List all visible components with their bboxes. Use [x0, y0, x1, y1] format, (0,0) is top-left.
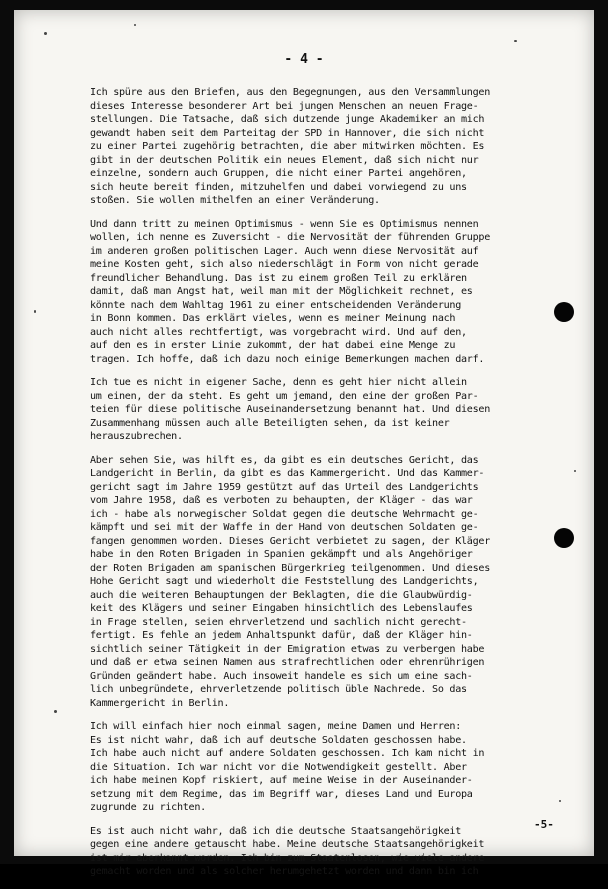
text-line: Und dann tritt zu meinen Optimismus - wenn Sie es Optimismus nennen — [90, 218, 479, 230]
scan-speck — [514, 40, 517, 42]
text-line: Gründen geändert habe. Auch insoweit handele es sich um eine sach- — [90, 670, 473, 682]
text-line: Zusammenhang müssen auch alle Beteiligten sehen, da ist keiner — [90, 417, 450, 429]
text-line: zugrunde zu richten. — [90, 802, 206, 813]
text-line: Ich habe auch nicht auf andere Soldaten geschossen. Ich kam nicht in — [90, 748, 485, 759]
text-line: lich unbegründete, ehrverletzende politisch üble Nachrede. So das — [90, 684, 467, 695]
text-line: damit, daß man Angst hat, weil man mit der Möglichkeit rechnet, es — [90, 286, 473, 297]
text-line: setzung mit dem Regime, das im Begriff war, dieses Land und Europa — [90, 788, 473, 800]
text-line: meine Kosten geht, sich also niederschlägt in Form von nicht gerade — [90, 259, 479, 270]
text-line: herauszubrechen. — [90, 431, 183, 442]
punch-hole-bottom — [554, 528, 574, 548]
page-number: - 4 - — [284, 52, 324, 67]
text-line: Aber sehen Sie, was hilft es, da gibt es ein deutsches Gericht, das — [90, 454, 479, 466]
text-line: Es ist auch nicht wahr, daß ich die deutsche Staatsangehörigkeit — [90, 825, 462, 837]
text-line: Ich spüre aus den Briefen, aus den Begegnungen, aus den Versammlungen — [90, 87, 490, 98]
text-line: gemacht worden und als solcher herumgehetzt worden und dann bin ich — [90, 866, 479, 877]
scan-speck — [134, 24, 136, 26]
text-line: Landgericht in Berlin, da gibt es das Kammergericht. Und das Kammer- — [90, 468, 485, 479]
text-line: gibt in der deutschen Politik ein neues Element, daß sich nicht nur — [90, 154, 479, 166]
text-line: Ich will einfach hier noch einmal sagen, meine Damen und Herren: — [90, 721, 462, 732]
text-line: auch nicht alles rechtfertigt, was vorgebracht wird. Und auf den, — [90, 326, 467, 338]
text-line: in Frage stellen, seien ehrverletzend und sachlich nicht gerecht- — [90, 616, 467, 628]
text-line: gewandt haben seit dem Parteitag der SPD in Hannover, die sich nicht — [90, 127, 485, 139]
text-line: habe in den Roten Brigaden in Spanien gekämpft und als Angehöriger — [90, 549, 473, 560]
text-line: dieses Interesse besonderer Art bei jungen Menschen an neuen Frage- — [90, 100, 479, 112]
text-line: Ich tue es nicht in eigener Sache, denn es geht hier nicht allein — [90, 377, 467, 388]
paragraph — [90, 825, 572, 879]
text-line: sichtlich seiner Tätigkeit in der Emigration etwas zu verbergen habe — [90, 643, 485, 655]
text-line: Es ist nicht wahr, daß ich auf deutsche Soldaten geschossen habe. — [90, 734, 467, 746]
text-line: tragen. Ich hoffe, daß ich dazu noch einige Bemerkungen machen darf. — [90, 353, 485, 365]
text-line: einzelne, sondern auch Gruppen, die nicht einer Partei angehören, — [90, 168, 467, 179]
punch-hole-top — [554, 302, 574, 322]
text-line: stoßen. Sie wollen mithelfen an einer Veränderung. — [90, 195, 380, 206]
text-line: gegen eine andere getauscht habe. Meine deutsche Staatsangehörigkeit — [90, 839, 485, 850]
text-line: stellungen. Die Tatsache, daß sich dutzende junge Akademiker an mich — [90, 114, 485, 125]
scan-speck — [54, 710, 57, 713]
next-page-marker: -5- — [534, 818, 554, 831]
text-line: auch die weiteren Behauptungen der Beklagten, die die Glaubwürdig- — [90, 589, 473, 601]
text-line: kämpft und sei mit der Waffe in der Hand von deutschen Soldaten ge- — [90, 522, 479, 533]
paragraph — [90, 454, 572, 711]
text-line: könnte nach dem Wahltag 1961 zu einer entscheidenden Veränderung — [90, 299, 462, 311]
text-line: Hohe Gericht sagt und wiederholt die Feststellung des Landgerichts, — [90, 576, 479, 587]
page-body — [90, 86, 572, 889]
text-line: vom Jahre 1958, daß es verboten zu behaupten, der Kläger - das war — [90, 495, 473, 506]
paragraph — [90, 720, 572, 815]
text-line: fangen genommen worden. Dieses Gericht verbietet zu sagen, der Kläger — [90, 535, 490, 547]
text-line: ich - habe als norwegischer Soldat gegen die deutsche Wehrmacht ge- — [90, 508, 479, 520]
text-line: fertigt. Es fehle an jedem Anhaltspunkt dafür, daß der Kläger hin- — [90, 630, 473, 641]
text-line: die Situation. Ich war nicht vor die Notwendigkeit gestellt. Aber — [90, 761, 467, 773]
text-line: keit des Klägers und seiner Eingaben hinsichtlich des Lebenslaufes — [90, 603, 473, 614]
typewritten-page — [14, 10, 594, 877]
text-line: der Roten Brigaden am spanischen Bürgerkrieg teilgenommen. Und dieses — [90, 562, 490, 574]
text-line: im anderen großen politischen Lager. Auch wenn diese Nervosität auf — [90, 245, 479, 257]
text-line: freundlicher Behandlung. Das ist zu einem großen Teil zu erklären — [90, 272, 467, 284]
text-line: und daß er etwa seinen Namen aus strafrechtlichen oder ehrenrührigen — [90, 657, 485, 668]
paragraph — [90, 376, 572, 444]
text-line: zu einer Partei zugehörig betrachten, die aber mitwirken möchten. Es — [90, 141, 485, 152]
paragraph — [90, 86, 572, 208]
text-line: sich heute bereit finden, mitzuhelfen und dabei vorwiegend zu uns — [90, 181, 467, 193]
text-line: um einen, der da steht. Es geht um jemand, den eine der großen Par- — [90, 390, 479, 402]
text-line: ich habe meinen Kopf riskiert, auf meine Weise in der Auseinander- — [90, 775, 473, 786]
scan-speck — [574, 470, 576, 472]
text-line: gericht sagt im Jahre 1959 gestützt auf das Urteil des Landgerichts — [90, 481, 479, 493]
text-line: Kammergericht in Berlin. — [90, 697, 230, 709]
text-line: wollen, ich nenne es Zuversicht - die Nervosität der führenden Gruppe — [90, 232, 490, 243]
text-line: teien für diese politische Auseinandersetzung benannt hat. Und diesen — [90, 404, 490, 415]
paragraph — [90, 218, 572, 367]
text-line: ist mir aberkannt worden. Ich bin zum Staatenlosen, wie viele andere — [90, 852, 485, 864]
text-line: in Bonn kommen. Das erklärt vieles, wenn es meiner Meinung nach — [90, 313, 456, 324]
text-line: auf den es in erster Linie zukommt, der hat dabei eine Menge zu — [90, 340, 456, 351]
scan-speck — [44, 32, 47, 35]
scan-speck — [34, 310, 36, 313]
